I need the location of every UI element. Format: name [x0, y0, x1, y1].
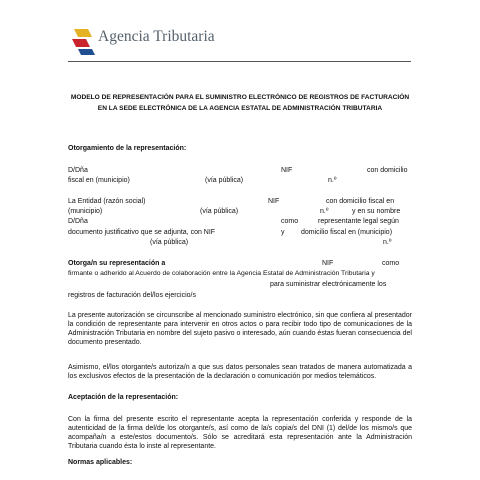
aceptacion-heading: Aceptación de la representación:: [68, 394, 179, 401]
field-label: y en su nombre: [352, 208, 401, 215]
field-label: n.º: [383, 239, 392, 246]
agencia-tributaria-logo: [70, 27, 230, 61]
field-label: (vía pública): [200, 208, 239, 215]
field-label: (vía pública): [205, 177, 244, 184]
paragraph-data-consent: Asimismo, el/los otorgante/s autoriza/n a que sus datos personales sean tratados de manera automatizada a los exclusivos efectos de la presentación de la declaración o comunicación por medios telemáticos.: [68, 364, 412, 380]
field-label: representante legal según: [318, 218, 399, 225]
field-label: n.º: [328, 177, 337, 184]
field-label: con domicilio fiscal en: [326, 198, 395, 205]
otorga-heading: Otorga/n su representación a: [68, 260, 166, 267]
header-divider: [68, 61, 411, 62]
field-label: NIF: [322, 260, 334, 267]
otorga-line: registros de facturación del/los ejercicio/s: [68, 292, 197, 299]
otorga-line: para suministrar electrónicamente los: [270, 281, 387, 288]
field-label: fiscal en (municipio): [68, 177, 130, 184]
field-label: D/Dña: [68, 167, 88, 174]
paragraph-scope: La presente autorización se circunscribe al mencionado suministro electrónico, sin que confiera al presentador la condición de representante para intervenir en otros actos o para recibir todo tipo de comunicaciones de la Administración Tributaria en nombre del sujeto pasivo o interesado, aún cuando éstas fueran consecuencia del documento presentado.: [68, 312, 412, 346]
field-label: con domicilio: [367, 167, 408, 174]
field-label: documento justificativo que se adjunta, con NIF: [68, 229, 216, 236]
field-label: y: [281, 229, 285, 236]
document-title-line-2: EN LA SEDE ELECTRÓNICA DE LA AGENCIA ESTATAL DE ADMINISTRACIÓN TRIBUTARIA: [97, 105, 383, 112]
field-label: domicilio fiscal en (municipio): [301, 229, 393, 236]
logo-emblem-icon: [70, 27, 96, 57]
field-label: como: [382, 260, 400, 267]
field-label: n.º: [320, 208, 329, 215]
otorga-line: firmante o adherido al Acuerdo de colaboración entre la Agencia Estatal de Administración Tributaria y: [68, 270, 375, 277]
document-title-line-1: MODELO DE REPRESENTACIÓN PARA EL SUMINISTRO ELECTRÓNICO DE REGISTROS DE FACTURACIÓN: [70, 94, 410, 101]
field-label: D/Dña: [68, 218, 88, 225]
field-label: NIF: [268, 198, 280, 205]
field-label: La Entidad (razón social): [68, 198, 146, 205]
field-label: como: [281, 218, 299, 225]
field-label: (vía pública): [150, 239, 189, 246]
paragraph-acceptance: Con la firma del presente escrito el representante acepta la representación conferida y responde de la autenticidad de la firma del/de los otorgante/s, así como de la/s copia/s del DNI (1) del/de los mismo/s que acompaña/n a este/estos documento/s. Sólo se acreditará esta representación ante la Administración Tributaria cuando ésta lo inste al representante.: [68, 416, 412, 450]
normas-heading: Normas aplicables:: [68, 459, 133, 466]
logo-text: Agencia Tributaria: [98, 28, 215, 45]
otorgamiento-heading: Otorgamiento de la representación:: [68, 145, 187, 152]
field-label: (municipio): [68, 208, 103, 215]
field-label: NIF: [281, 167, 293, 174]
